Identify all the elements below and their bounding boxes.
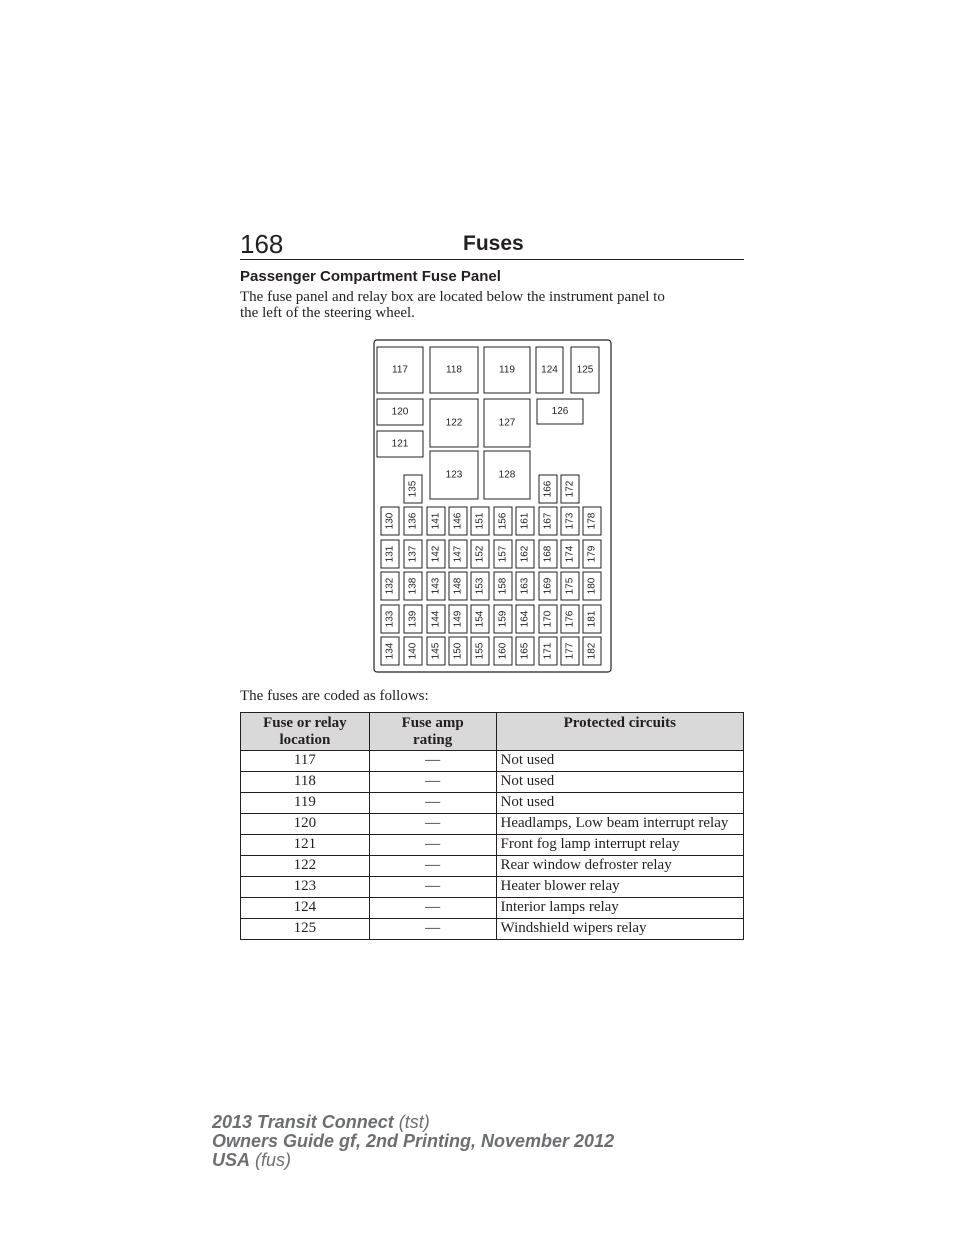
fuse-168 xyxy=(539,540,557,568)
fuse-178 xyxy=(583,507,601,535)
table-row xyxy=(241,772,744,793)
table-row xyxy=(241,856,744,877)
relay-128-label: 128 xyxy=(498,469,516,481)
header-amp-line1: Fuse amp xyxy=(401,715,464,731)
fuse-163-label: 163 xyxy=(519,577,531,595)
fuse-174 xyxy=(561,540,579,568)
header-amp-line2: rating xyxy=(413,732,453,748)
fuse-162-label: 162 xyxy=(519,545,531,563)
fuse-158-label: 158 xyxy=(497,577,509,595)
relay-125 xyxy=(571,347,599,393)
fuse-177-label: 177 xyxy=(564,642,576,660)
fuse-160-label: 160 xyxy=(497,642,509,660)
relay-119-label: 119 xyxy=(499,364,515,376)
fuse-177 xyxy=(561,637,579,665)
fuse-154-label: 154 xyxy=(474,610,486,628)
relay-122-label: 122 xyxy=(445,417,463,429)
fuse-171-label: 171 xyxy=(542,642,554,660)
fuse-172-label: 172 xyxy=(564,480,576,498)
header-divider xyxy=(240,259,744,260)
fuse-179 xyxy=(583,540,601,568)
fuse-173 xyxy=(561,507,579,535)
row-circuit: Rear window defroster relay xyxy=(496,856,743,877)
fuse-159-label: 159 xyxy=(497,610,509,628)
fuse-169-label: 169 xyxy=(542,577,554,595)
fuse-144-label: 144 xyxy=(430,610,442,628)
relay-118-label: 118 xyxy=(446,364,462,376)
relay-126 xyxy=(537,399,583,424)
fuse-131-label: 131 xyxy=(384,545,396,563)
header-location-line1: Fuse or relay xyxy=(263,715,347,731)
fuse-147-label: 147 xyxy=(452,545,464,563)
fuse-153-label: 153 xyxy=(474,577,486,595)
fuse-162 xyxy=(516,540,534,568)
row-location: 121 xyxy=(241,835,370,856)
fuse-181-label: 181 xyxy=(586,610,598,628)
relay-123-label: 123 xyxy=(445,469,463,481)
table-row xyxy=(241,919,744,940)
fuse-136 xyxy=(404,507,422,535)
fuse-136-label: 136 xyxy=(407,512,419,530)
fuse-176-label: 176 xyxy=(564,610,576,628)
table-row xyxy=(241,835,744,856)
fuse-156-label: 156 xyxy=(497,512,509,530)
fuse-142 xyxy=(427,540,445,568)
fuse-172 xyxy=(561,475,579,503)
relay-117-label: 117 xyxy=(392,364,408,376)
fuse-171 xyxy=(539,637,557,665)
row-location: 117 xyxy=(241,751,370,772)
fuse-156 xyxy=(494,507,512,535)
row-location: 120 xyxy=(241,814,370,835)
coded-intro-text: The fuses are coded as follows: xyxy=(240,688,429,704)
fuse-167-label: 167 xyxy=(542,512,554,530)
row-amp: — xyxy=(369,898,496,919)
intro-line-2: the left of the steering wheel. xyxy=(240,305,415,321)
fuse-135 xyxy=(404,475,422,503)
fuse-panel-diagram xyxy=(373,339,613,674)
fuse-182-label: 182 xyxy=(586,642,598,660)
relay-126-label: 126 xyxy=(551,406,569,417)
fuse-158 xyxy=(494,572,512,600)
fuse-142-label: 142 xyxy=(430,545,442,563)
header-amp-rating xyxy=(369,713,496,751)
row-circuit: Windshield wipers relay xyxy=(496,919,743,940)
row-circuit: Headlamps, Low beam interrupt relay xyxy=(496,814,743,835)
relay-121-label: 121 xyxy=(391,438,409,450)
fuse-139 xyxy=(404,605,422,633)
relay-121 xyxy=(377,431,423,457)
fuse-140 xyxy=(404,637,422,665)
fuse-145-label: 145 xyxy=(430,642,442,660)
relay-117 xyxy=(377,347,423,393)
fuse-180-label: 180 xyxy=(586,577,598,595)
row-amp: — xyxy=(369,919,496,940)
row-amp: — xyxy=(369,814,496,835)
fuse-139-label: 139 xyxy=(407,610,419,628)
fuse-173-label: 173 xyxy=(564,512,576,530)
footer-line-1 xyxy=(212,1113,614,1132)
fuse-176 xyxy=(561,605,579,633)
fuse-181 xyxy=(583,605,601,633)
fuse-153 xyxy=(471,572,489,600)
relay-124 xyxy=(536,347,563,393)
header-protected-circuits: Protected circuits xyxy=(496,713,743,751)
fuse-157 xyxy=(494,540,512,568)
row-circuit: Front fog lamp interrupt relay xyxy=(496,835,743,856)
row-amp: — xyxy=(369,877,496,898)
intro-line-1: The fuse panel and relay box are located below the instrument panel to xyxy=(240,289,665,305)
fuse-155 xyxy=(471,637,489,665)
fuse-143 xyxy=(427,572,445,600)
fuse-180 xyxy=(583,572,601,600)
fuse-138-label: 138 xyxy=(407,577,419,595)
fuse-155-label: 155 xyxy=(474,642,486,660)
footer-vehicle-code: (tst) xyxy=(398,1112,430,1132)
fuse-141 xyxy=(427,507,445,535)
page-footer xyxy=(212,1113,614,1170)
relay-122 xyxy=(430,399,478,447)
fuse-134-label: 134 xyxy=(384,642,396,660)
fuse-160 xyxy=(494,637,512,665)
fuse-174-label: 174 xyxy=(564,545,576,563)
fuse-152 xyxy=(471,540,489,568)
fuse-132 xyxy=(381,572,399,600)
fuse-170-label: 170 xyxy=(542,610,554,628)
fuse-141-label: 141 xyxy=(430,512,442,530)
fuse-161 xyxy=(516,507,534,535)
fuse-164 xyxy=(516,605,534,633)
fuse-161-label: 161 xyxy=(519,512,531,530)
fuse-133-label: 133 xyxy=(384,610,396,628)
table-row xyxy=(241,877,744,898)
row-location: 119 xyxy=(241,793,370,814)
row-amp: — xyxy=(369,751,496,772)
footer-printing: Owners Guide gf, 2nd Printing, November 2012 xyxy=(212,1131,615,1151)
fuse-170 xyxy=(539,605,557,633)
table-row xyxy=(241,898,744,919)
fuse-151-label: 151 xyxy=(474,512,486,530)
row-circuit: Interior lamps relay xyxy=(496,898,743,919)
fuse-154 xyxy=(471,605,489,633)
fuse-163 xyxy=(516,572,534,600)
fuse-159 xyxy=(494,605,512,633)
fuse-146-label: 146 xyxy=(452,512,464,530)
row-circuit: Not used xyxy=(496,751,743,772)
fuse-151 xyxy=(471,507,489,535)
fuse-134 xyxy=(381,637,399,665)
fuse-144 xyxy=(427,605,445,633)
relay-119 xyxy=(484,347,530,393)
section-heading: Passenger Compartment Fuse Panel xyxy=(240,268,501,285)
row-circuit: Not used xyxy=(496,793,743,814)
footer-line-2 xyxy=(212,1132,614,1151)
row-amp: — xyxy=(369,772,496,793)
row-location: 122 xyxy=(241,856,370,877)
fuse-150-label: 150 xyxy=(452,642,464,660)
relay-120-label: 120 xyxy=(391,406,409,418)
page-title: Fuses xyxy=(463,232,524,255)
fuse-166 xyxy=(539,475,557,503)
table-row xyxy=(241,814,744,835)
fuse-149-label: 149 xyxy=(452,610,464,628)
fuse-168-label: 168 xyxy=(542,545,554,563)
table-row xyxy=(241,751,744,772)
fuse-132-label: 132 xyxy=(384,577,396,595)
fuse-166-label: 166 xyxy=(542,480,554,498)
row-location: 123 xyxy=(241,877,370,898)
fuse-148 xyxy=(449,572,467,600)
page-number: 168 xyxy=(240,229,284,259)
fuse-137-label: 137 xyxy=(407,545,419,563)
row-amp: — xyxy=(369,856,496,877)
fuse-143-label: 143 xyxy=(430,577,442,595)
header-location xyxy=(241,713,370,751)
fuse-130-label: 130 xyxy=(384,512,396,530)
fuse-146 xyxy=(449,507,467,535)
diagram-layer xyxy=(377,347,601,665)
fuse-147 xyxy=(449,540,467,568)
footer-vehicle: 2013 Transit Connect xyxy=(212,1112,394,1132)
fuse-135-label: 135 xyxy=(407,480,419,498)
relay-120 xyxy=(377,399,423,425)
row-amp: — xyxy=(369,835,496,856)
fuse-137 xyxy=(404,540,422,568)
relay-118 xyxy=(430,347,478,393)
fuse-182 xyxy=(583,637,601,665)
table-header-row xyxy=(241,713,744,751)
fuse-175 xyxy=(561,572,579,600)
fuse-133 xyxy=(381,605,399,633)
fuse-165-label: 165 xyxy=(519,642,531,660)
relay-127-label: 127 xyxy=(498,417,516,429)
fuse-152-label: 152 xyxy=(474,545,486,563)
row-amp: — xyxy=(369,793,496,814)
row-circuit: Not used xyxy=(496,772,743,793)
fuse-175-label: 175 xyxy=(564,577,576,595)
fuse-179-label: 179 xyxy=(586,545,598,563)
footer-market-code: (fus) xyxy=(255,1150,292,1170)
fuse-131 xyxy=(381,540,399,568)
relay-123 xyxy=(430,451,478,499)
fuse-table xyxy=(240,712,744,940)
relay-128 xyxy=(484,451,530,499)
footer-market: USA xyxy=(212,1150,251,1170)
fuse-140-label: 140 xyxy=(407,642,419,660)
fuse-150 xyxy=(449,637,467,665)
fuse-145 xyxy=(427,637,445,665)
relay-125-label: 125 xyxy=(576,364,594,376)
fuse-165 xyxy=(516,637,534,665)
fuse-169 xyxy=(539,572,557,600)
relay-124-label: 124 xyxy=(541,364,558,376)
row-location: 125 xyxy=(241,919,370,940)
intro-paragraph xyxy=(240,289,740,321)
fuse-164-label: 164 xyxy=(519,610,531,628)
fuse-138 xyxy=(404,572,422,600)
fuse-149 xyxy=(449,605,467,633)
fuse-167 xyxy=(539,507,557,535)
fuse-157-label: 157 xyxy=(497,545,509,563)
row-location: 124 xyxy=(241,898,370,919)
row-location: 118 xyxy=(241,772,370,793)
footer-line-3 xyxy=(212,1151,614,1170)
row-circuit: Heater blower relay xyxy=(496,877,743,898)
fuse-130 xyxy=(381,507,399,535)
fuse-178-label: 178 xyxy=(586,512,598,530)
table-row xyxy=(241,793,744,814)
fuse-148-label: 148 xyxy=(452,577,464,595)
relay-127 xyxy=(484,399,530,447)
header-location-line2: location xyxy=(279,732,331,748)
